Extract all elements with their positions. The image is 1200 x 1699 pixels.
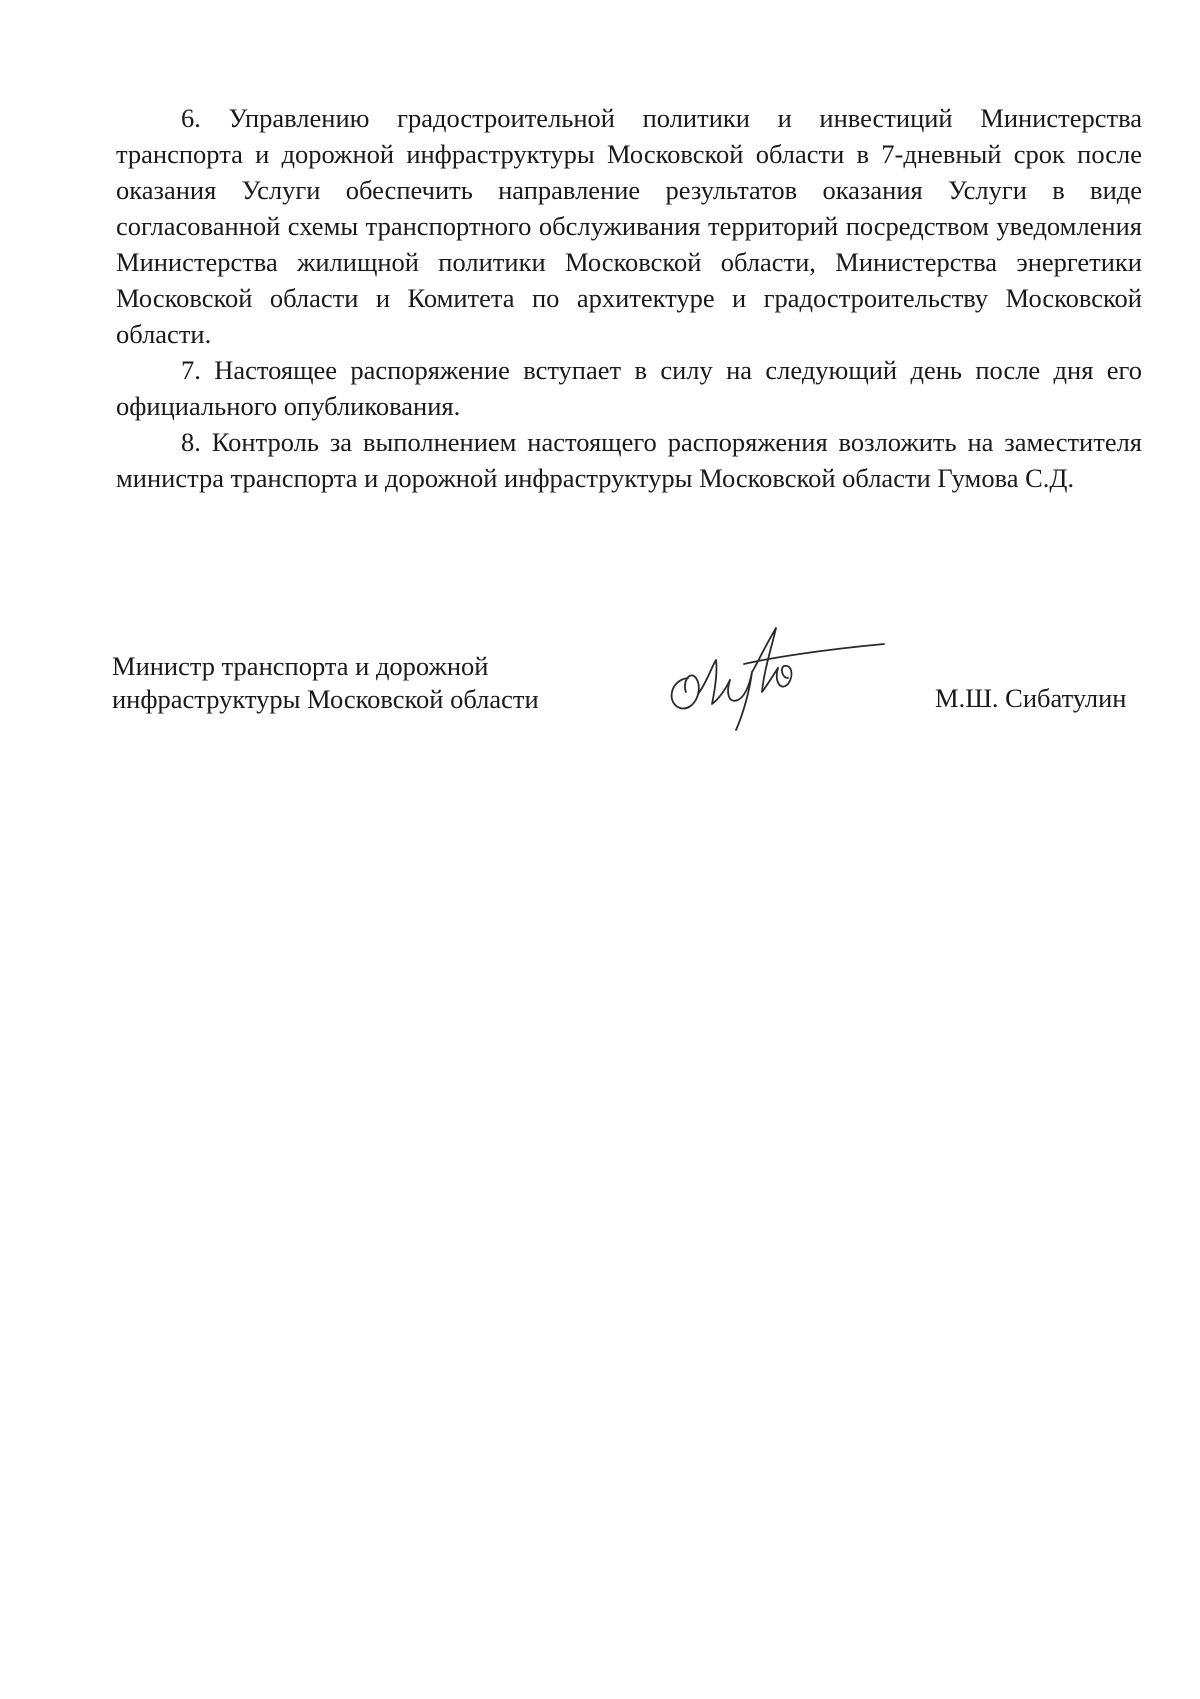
paragraph-6: 6. Управлению градостроительной политики и инвестиций Министерства транспорта и дорожной инфраструктуры Московской области в 7-дневный срок после оказания Услуги обеспечить направление результатов оказания Услуги в виде согласованной схемы транспортного обслуживания территорий посредством уведомления Министерства жилищной политики Московской области, Министерства энергетики Московской области и Комитета по архитектуре и градостроительству Московской области. bbox=[116, 103, 1142, 349]
signatory-position bbox=[112, 650, 539, 716]
document-body bbox=[116, 100, 1142, 496]
position-line-2: инфраструктуры Московской области bbox=[112, 684, 539, 714]
paragraph-8: 8. Контроль за выполнением настоящего распоряжения возложить на заместителя министра транспорта и дорожной инфраструктуры Московской области Гумова С.Д. bbox=[116, 427, 1142, 493]
paragraph-7: 7. Настоящее распоряжение вступает в силу на следующий день после дня его официального опубликования. bbox=[116, 355, 1142, 421]
handwritten-signature bbox=[660, 608, 900, 738]
signer-name: М.Ш. Сибатулин bbox=[935, 683, 1127, 713]
position-line-1: Министр транспорта и дорожной bbox=[112, 651, 489, 681]
